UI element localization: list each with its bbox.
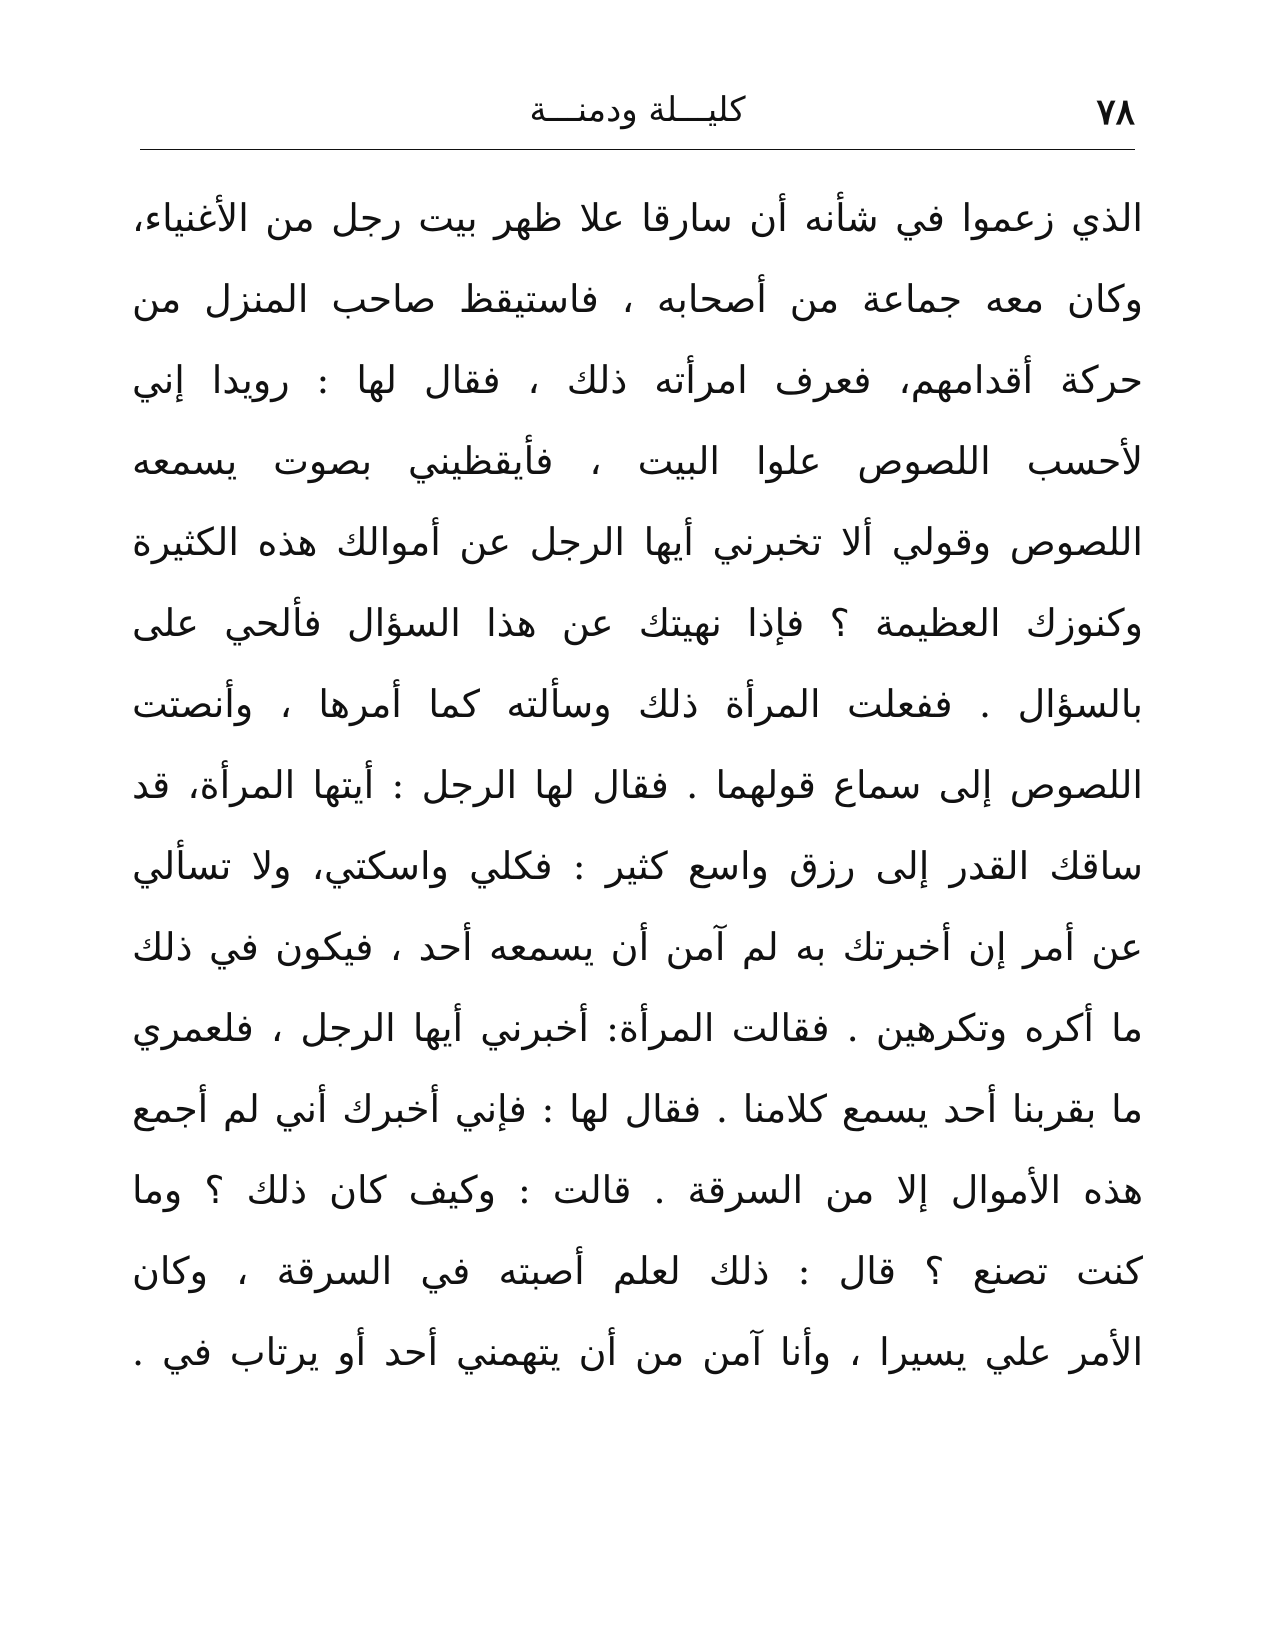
text-line: حركة أقدامهم، فعرف امرأته ذلك ، فقال لها : رويدا إني (132, 358, 1143, 402)
text-line: الأمر علي يسيرا ، وأنا آمن من أن يتهمني أحد أو يرتاب في . (132, 1330, 1143, 1374)
text-line: هذه الأموال إلا من السرقة . قالت : وكيف كان ذلك ؟ وما (132, 1168, 1143, 1212)
page-header (140, 88, 1135, 148)
running-title: كليـــلة ودمنـــة (529, 90, 746, 130)
text-line: بالسؤال . ففعلت المرأة ذلك وسألته كما أمرها ، وأنصتت (132, 682, 1143, 726)
text-line: اللصوص إلى سماع قولهما . فقال لها الرجل : أيتها المرأة، قد (132, 763, 1143, 807)
text-line: وكان معه جماعة من أصحابه ، فاستيقظ صاحب المنزل من (132, 277, 1143, 321)
text-line: لأحسب اللصوص علوا البيت ، فأيقظيني بصوت يسمعه (132, 439, 1143, 483)
text-line: عن أمر إن أخبرتك به لم آمن أن يسمعه أحد ، فيكون في ذلك (132, 925, 1143, 969)
text-line: اللصوص وقولي ألا تخبرني أيها الرجل عن أموالك هذه الكثيرة (132, 520, 1143, 564)
text-line: ساقك القدر إلى رزق واسع كثير : فكلي واسكتي، ولا تسألي (132, 844, 1143, 888)
text-line: الذي زعموا في شأنه أن سارقا علا ظهر بيت رجل من الأغنياء، (132, 196, 1143, 240)
text-line: كنت تصنع ؟ قال : ذلك لعلم أصبته في السرقة ، وكان (132, 1249, 1143, 1293)
body-text (132, 178, 1143, 1393)
text-line: ما أكره وتكرهين . فقالت المرأة: أخبرني أيها الرجل ، فلعمري (132, 1006, 1143, 1050)
text-line: وكنوزك العظيمة ؟ فإذا نهيتك عن هذا السؤال فألحي على (132, 601, 1143, 645)
page-number: ٧٨ (1096, 91, 1135, 133)
header-divider (140, 149, 1135, 150)
text-line: ما بقربنا أحد يسمع كلامنا . فقال لها : فإني أخبرك أني لم أجمع (132, 1087, 1143, 1131)
